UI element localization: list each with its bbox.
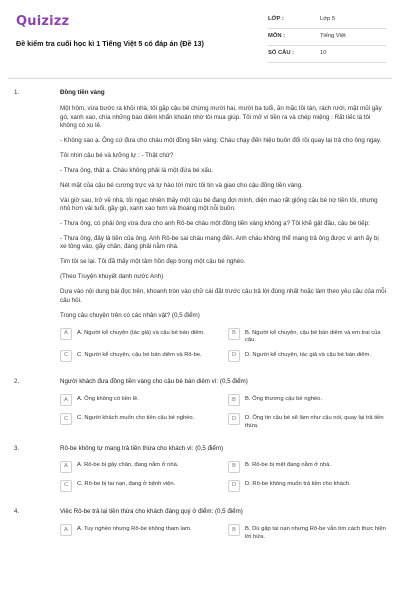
option-letter-box[interactable]: A (60, 461, 72, 473)
answer-option-d[interactable] (228, 480, 386, 494)
passage-paragraph: - Thưa ông, có phải ông vừa đưa cho anh Rô-be cháu một đồng tiền vàng không ạ? Tôi khẽ gật đầu, cậu bé tiếp: (60, 220, 370, 228)
answer-option-b[interactable] (228, 524, 386, 541)
option-text: C. Rô-be bị tai nạn, đang ở bệnh viện. (77, 481, 176, 488)
question-number: 1. (14, 89, 20, 96)
passage-paragraph: Một hôm, vừa bước ra khỏi nhà, tôi gặp cậu bé chừng mười hai, mười ba tuổi, ăn mặc tồi tàn, rách rưới, mặt mũi gầy gò, xanh xao, chìa những bao diêm khẩn khoản nhờ tôi mua giúp. Tôi mở ví tiền ra và chép miệng : Rất tiếc là tôi không có xu lẻ. (60, 105, 382, 130)
answer-option-b[interactable] (228, 461, 386, 475)
option-letter-box[interactable]: D (228, 480, 240, 492)
answer-option-a[interactable] (60, 461, 218, 475)
passage-title: Đồng tiền vàng (60, 89, 105, 96)
meta-row-subject (268, 29, 386, 46)
option-letter-box[interactable]: B (228, 394, 240, 406)
question-2 (14, 378, 386, 430)
meta-count-key: SỐ CÂU : (268, 50, 295, 57)
passage-paragraph: - Thưa ông, thật ạ. Cháu không phải là một đứa bé xấu. (60, 166, 213, 174)
option-text: C. Người kể chuyện, cậu bé bán diêm và Rô-be. (77, 351, 202, 358)
question-prompt: Việc Rô-be trả lại tiền thừa cho khách đáng quý ở điểm: (0,5 điểm) (60, 507, 243, 515)
option-text: A. Người kể chuyện (tác giả) và cậu bé bán diêm. (77, 329, 205, 336)
answer-options (60, 524, 386, 541)
reading-passage (60, 105, 386, 320)
option-text: B. Dù gặp tai nạn nhưng Rô-be vẫn tìm cách thực hiện lời hứa. (245, 525, 386, 540)
meta-row-grade (268, 12, 386, 29)
question-list (0, 79, 400, 541)
option-letter-box[interactable]: A (60, 394, 72, 406)
option-letter-box[interactable]: C (60, 413, 72, 425)
answer-option-a[interactable] (60, 328, 218, 345)
answer-options (60, 461, 386, 494)
answer-option-a[interactable] (60, 394, 218, 408)
passage-source: (Theo Truyện khuyết danh nước Anh) (60, 273, 164, 281)
option-letter-box[interactable]: D (228, 350, 240, 362)
answer-option-c[interactable] (60, 350, 218, 364)
answer-option-d[interactable] (228, 413, 386, 430)
passage-paragraph: Tim tôi se lại. Tôi đã thấy một tâm hồn đẹp trong một cậu bé nghèo. (60, 258, 246, 266)
option-text: B. Ông thương cậu bé nghèo. (245, 395, 322, 402)
meta-count-value: 10 (320, 50, 327, 57)
answer-option-c[interactable] (60, 413, 218, 430)
passage-paragraph: Tôi nhìn cậu bé và lưỡng lự : - Thật chứ? (60, 151, 174, 159)
option-text: A. Ông không có tiền lẻ. (77, 395, 139, 402)
question-1 (14, 89, 386, 364)
option-text: B. Rô-be bị mệt đang nằm ở nhà. (245, 462, 331, 469)
passage-paragraph: Vài giờ sau, trở về nhà, tôi ngạc nhiên thấy một cậu bé đang đợi mình, diện mạo rất giống cậu bé nợ tiền tôi, nhưng nhỏ hơn vài tuổi, gầy gò, xanh xao hơn và thoáng một nỗi buồn. (60, 196, 378, 213)
option-letter-box[interactable]: C (60, 350, 72, 362)
option-text: D. Người kể chuyện, tác giả và cậu bé bán diêm. (245, 351, 371, 358)
option-text: A. Rô-be bị gãy chân, đang nằm ở nhà. (77, 462, 179, 469)
passage-paragraph: Nét mặt của cậu bé cương trực và tự hào tới mức tôi tin và giao cho cậu đồng tiền vàng. (60, 181, 303, 189)
option-letter-box[interactable]: D (228, 413, 240, 425)
answer-option-d[interactable] (228, 350, 386, 364)
answer-options (60, 394, 386, 430)
question-number: 3. (14, 444, 20, 452)
option-letter-box[interactable]: B (228, 524, 240, 536)
question-3 (14, 445, 386, 494)
option-text: B. Người kể chuyện, cậu bé bán diêm và em trai của cậu. (245, 329, 381, 344)
passage-instruction: Dựa vào nội dung bài đọc trên, khoanh tròn vào chữ cái đặt trước câu trả lời đúng nhất hoặc làm theo yêu cầu của mỗi câu hỏi. (60, 288, 386, 304)
meta-row-question-count (268, 46, 386, 63)
answer-option-b[interactable] (228, 394, 386, 408)
worksheet-header (0, 0, 400, 78)
question-body (60, 508, 386, 541)
meta-grade-value: Lớp 5 (320, 16, 336, 23)
answer-option-c[interactable] (60, 480, 218, 494)
question-body (60, 89, 386, 364)
meta-grade-key: LỚP : (268, 16, 284, 23)
question-prompt: Rô-be không tự mang trả tiền thừa cho khách vì: (0,5 điểm) (60, 444, 224, 452)
option-text: D. Rô-be không muốn trả tiền cho khách. (245, 481, 351, 488)
passage-paragraph: - Thưa ông, đây là tiền của ông. Anh Rô-be sai cháu mang đến. Anh cháu không thể mang trả ông được vì anh ấy bị xe tông vào, gãy chân, đang phải nằm nhà. (60, 235, 379, 251)
passage-paragraph: - Không sao ạ. Ông cứ đưa cho cháu một đồng tiền vàng. Cháu chạy đến hiệu buôn đổi rồi quay lại trả cho ông ngay. (60, 137, 382, 145)
question-prompt: Người khách đưa đồng tiền vàng cho cậu bé bán diêm vì: (0,5 điểm) (60, 378, 248, 386)
question-4 (14, 508, 386, 541)
question-prompt: Trong câu chuyện trên có các nhân vật? (0,5 điểm) (60, 311, 200, 319)
meta-subject-value: Tiếng Việt (320, 33, 346, 40)
option-letter-box[interactable]: A (60, 328, 72, 340)
question-body (60, 445, 386, 494)
option-text: C. Người khách muốn cho tiền cậu bé nghèo. (77, 414, 195, 421)
answer-options (60, 328, 386, 364)
answer-option-a[interactable] (60, 524, 218, 541)
option-letter-box[interactable]: C (60, 480, 72, 492)
worksheet-meta (268, 12, 386, 63)
answer-option-b[interactable] (228, 328, 386, 345)
quizizz-logo[interactable]: Quizizz (16, 14, 70, 29)
option-letter-box[interactable]: B (228, 461, 240, 473)
worksheet-title: Đề kiểm tra cuối học kì 1 Tiếng Việt 5 có đáp án (Đề 13) (16, 38, 204, 48)
option-text: D. Ông tin cậu bé sẽ làm như cậu nói, quay lại trả tiền thừa. (245, 414, 384, 429)
option-letter-box[interactable]: B (228, 328, 240, 340)
option-text: A. Tuy nghèo nhưng Rô-be không tham lam. (77, 525, 192, 532)
question-number: 4. (14, 507, 20, 515)
option-letter-box[interactable]: A (60, 524, 72, 536)
meta-subject-key: MÔN : (268, 33, 286, 40)
question-number: 2. (14, 378, 20, 386)
question-body (60, 378, 386, 430)
